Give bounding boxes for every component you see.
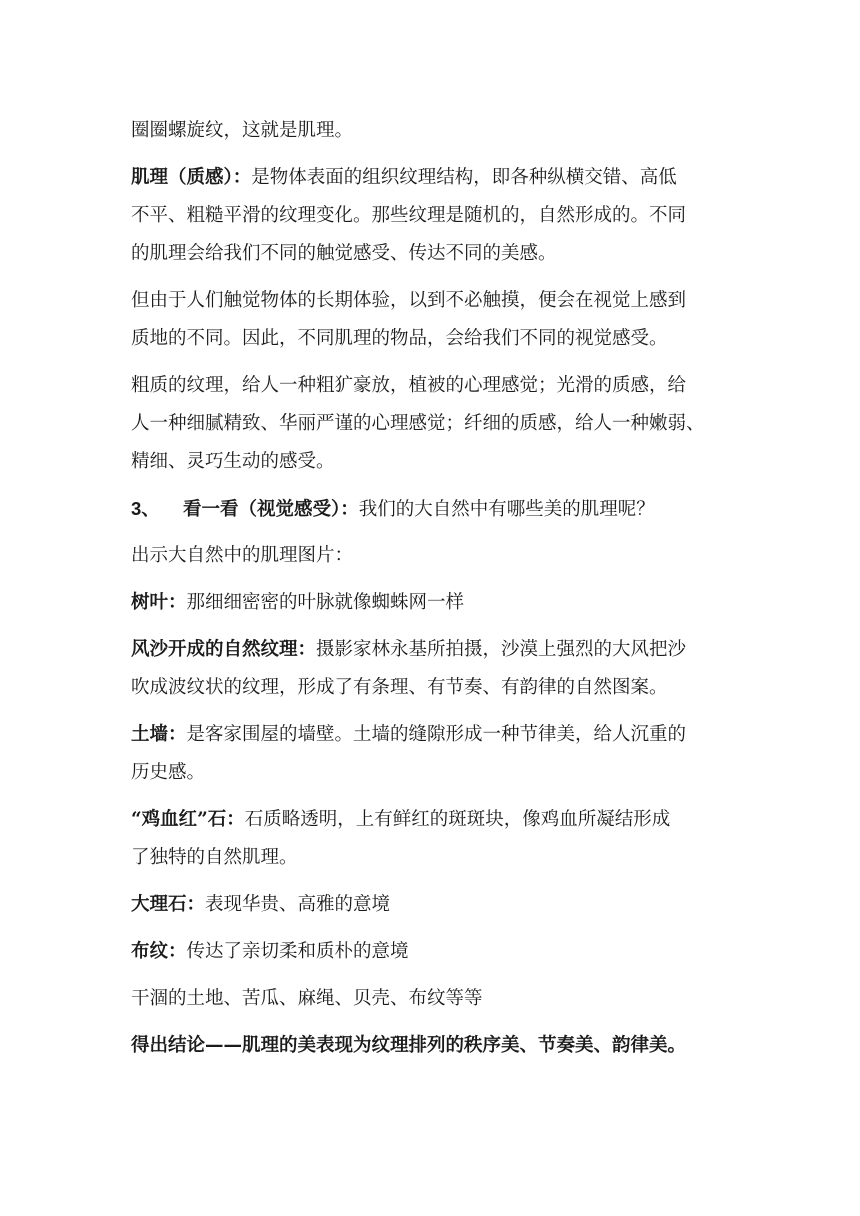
paragraph-line xyxy=(131,980,731,1018)
paragraph-line xyxy=(131,933,731,971)
text: 不平、粗糙平滑的纹理变化。那些纹理是随机的，自然形成的。不同 xyxy=(131,205,687,226)
text: 了独特的自然肌理。 xyxy=(131,847,298,868)
text: 石质略透明，上有鲜红的斑斑块，像鸡血所凝结形成 xyxy=(244,809,671,830)
paragraph-line xyxy=(131,235,731,273)
text: 圈圈螺旋纹，这就是肌理。 xyxy=(131,120,354,141)
paragraph-line xyxy=(131,584,731,622)
text: 传达了亲切柔和质朴的意境 xyxy=(186,941,409,962)
text: 那细细密密的叶脉就像蜘蛛网一样 xyxy=(186,592,465,613)
term-label: 土墙： xyxy=(131,724,187,745)
text: 的肌理会给我们不同的触觉感受、传达不同的美感。 xyxy=(131,243,557,264)
paragraph-line xyxy=(131,112,731,150)
section-number: 3、 xyxy=(131,498,160,519)
term-label: 看一看（视觉感受）： xyxy=(183,499,359,520)
paragraph-line xyxy=(131,801,731,839)
paragraph-line xyxy=(131,159,731,197)
paragraph-line xyxy=(131,367,731,405)
text: 是物体表面的组织纹理结构，即各种纵横交错、高低 xyxy=(251,167,677,188)
paragraph-line xyxy=(131,405,731,443)
text: 人一种细腻精致、华丽严谨的心理感觉；纤细的质感，给人一种嫩弱、 xyxy=(131,413,705,434)
text: 我们的大自然中有哪些美的肌理呢？ xyxy=(358,499,655,520)
text: 但由于人们触觉物体的长期体验，以到不必触摸，便会在视觉上感到 xyxy=(131,290,687,311)
paragraph-line xyxy=(131,754,731,792)
text: 摄影家林永基所拍摄，沙漠上强烈的大风把沙 xyxy=(316,639,687,660)
paragraph-line xyxy=(131,839,731,877)
paragraph-line xyxy=(131,716,731,754)
paragraph-line xyxy=(131,282,731,320)
text: 吹成波纹状的纹理，形成了有条理、有节奏、有韵律的自然图案。 xyxy=(131,677,668,698)
document-body xyxy=(131,112,731,1065)
text: 历史感。 xyxy=(131,762,206,783)
paragraph-line xyxy=(131,669,731,707)
paragraph-line xyxy=(131,631,731,669)
paragraph-line xyxy=(131,443,731,481)
section-heading xyxy=(131,490,731,528)
term-label: 肌理（质感）： xyxy=(131,167,252,188)
term-label: 布纹： xyxy=(131,941,187,962)
text: 粗质的纹理，给人一种粗犷豪放，植被的心理感觉；光滑的质感，给 xyxy=(131,375,687,396)
paragraph-line xyxy=(131,197,731,235)
text: 干涸的土地、苦瓜、麻绳、贝壳、布纹等等 xyxy=(131,988,483,1009)
text: 质地的不同。因此，不同肌理的物品，会给我们不同的视觉感受。 xyxy=(131,328,668,349)
text: 是客家围屋的墙壁。土墙的缝隙形成一种节律美，给人沉重的 xyxy=(186,724,687,745)
text: 出示大自然中的肌理图片： xyxy=(131,545,354,566)
term-label: “鸡血红”石： xyxy=(131,809,245,830)
conclusion-line xyxy=(131,1027,731,1065)
paragraph-line xyxy=(131,320,731,358)
term-label: 风沙开成的自然纹理： xyxy=(131,639,317,660)
conclusion-text: 得出结论——肌理的美表现为纹理排列的秩序美、节奏美、韵律美。 xyxy=(131,1035,687,1056)
term-label: 树叶： xyxy=(131,592,187,613)
paragraph-line xyxy=(131,886,731,924)
paragraph-line xyxy=(131,537,731,575)
text: 精细、灵巧生动的感受。 xyxy=(131,451,335,472)
term-label: 大理石： xyxy=(131,894,206,915)
text: 表现华贵、高雅的意境 xyxy=(205,894,391,915)
